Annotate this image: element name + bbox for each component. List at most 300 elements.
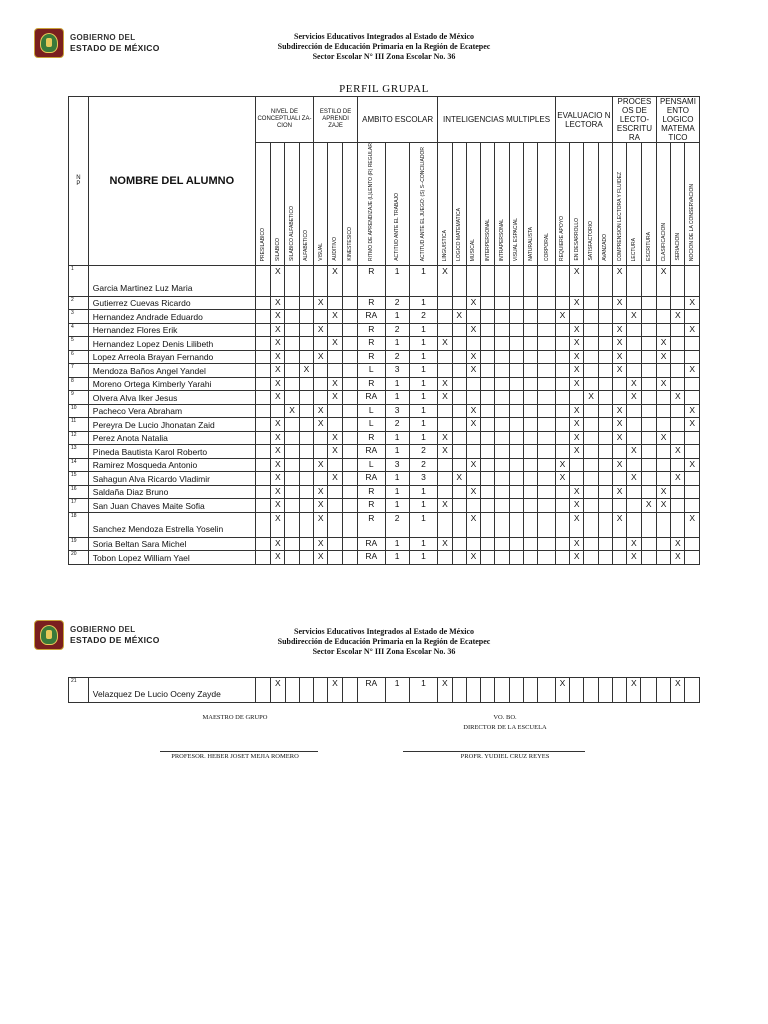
table-row: [69, 364, 700, 378]
profile-cell: [328, 364, 342, 378]
profile-cell: [598, 485, 612, 499]
header-subcolumn-label: NOCION DE LA CONSERVACION: [689, 183, 696, 261]
profile-cell: [509, 431, 523, 445]
profile-cell: [342, 458, 357, 472]
row-number: 19: [69, 537, 89, 551]
profile-cell: X: [627, 551, 641, 565]
profile-cell: [523, 323, 537, 337]
profile-cell: [255, 391, 270, 405]
profile-cell: [555, 323, 569, 337]
profile-cell: 3: [385, 458, 409, 472]
profile-cell: [285, 537, 299, 551]
profile-cell: [509, 296, 523, 310]
profile-cell: [538, 391, 556, 405]
student-name: San Juan Chaves Maite Sofia: [88, 499, 255, 513]
profile-cell: [523, 377, 537, 391]
table-row: [69, 404, 700, 418]
profile-cell: X: [685, 458, 700, 472]
profile-cell: X: [438, 537, 452, 551]
profile-cell: 3: [385, 404, 409, 418]
profile-cell: X: [671, 445, 685, 459]
profile-cell: [509, 350, 523, 364]
profile-cell: [584, 377, 598, 391]
profile-cell: [570, 310, 584, 324]
profile-cell: 2: [385, 350, 409, 364]
profile-cell: [538, 472, 556, 486]
profile-cell: [285, 499, 299, 513]
profile-cell: [641, 537, 656, 551]
profile-cell: [627, 323, 641, 337]
profile-cell: [538, 485, 556, 499]
profile-cell: [584, 265, 598, 296]
profile-cell: [598, 265, 612, 296]
header-subcolumn-label: LINGUISTICA: [441, 229, 448, 261]
profile-cell: X: [627, 310, 641, 324]
profile-cell: [314, 431, 328, 445]
student-name: Gutierrez Cuevas Ricardo: [88, 296, 255, 310]
profile-cell: X: [685, 404, 700, 418]
profile-cell: [685, 350, 700, 364]
profile-cell: [255, 445, 270, 459]
profile-cell: R: [358, 350, 385, 364]
profile-cell: [255, 551, 270, 565]
profile-cell: [523, 537, 537, 551]
profile-cell: [481, 512, 495, 537]
profile-cell: [627, 337, 641, 351]
profile-cell: 1: [409, 499, 438, 513]
profile-cell: X: [314, 458, 328, 472]
profile-cell: [466, 499, 480, 513]
profile-cell: [495, 265, 509, 296]
profile-cell: [285, 337, 299, 351]
logo-line1: GOBIERNO DEL: [70, 625, 136, 634]
profile-cell: [523, 512, 537, 537]
profile-cell: X: [627, 678, 641, 703]
table-row: [69, 265, 700, 296]
profile-cell: [612, 310, 626, 324]
profile-cell: X: [466, 364, 480, 378]
profile-cell: [481, 458, 495, 472]
table-row: [69, 537, 700, 551]
profile-cell: [299, 472, 313, 486]
profile-cell: [342, 431, 357, 445]
student-name: Sahagun Alva Ricardo Vladimir: [88, 472, 255, 486]
profile-cell: X: [328, 431, 342, 445]
profile-cell: [285, 551, 299, 565]
profile-cell: [328, 350, 342, 364]
profile-cell: [495, 431, 509, 445]
profile-cell: [466, 537, 480, 551]
profile-cell: [299, 350, 313, 364]
profile-cell: [627, 364, 641, 378]
profile-cell: [481, 404, 495, 418]
profile-cell: X: [466, 296, 480, 310]
profile-cell: [641, 310, 656, 324]
profile-cell: [299, 310, 313, 324]
profile-cell: [523, 431, 537, 445]
student-name: Perez Anota Natalia: [88, 431, 255, 445]
profile-cell: [538, 310, 556, 324]
profile-cell: [641, 458, 656, 472]
profile-cell: X: [570, 323, 584, 337]
profile-cell: X: [671, 391, 685, 405]
profile-cell: [452, 431, 466, 445]
profile-cell: [641, 296, 656, 310]
profile-cell: X: [570, 445, 584, 459]
profile-cell: [452, 377, 466, 391]
profile-cell: [671, 377, 685, 391]
profile-cell: [342, 551, 357, 565]
profile-cell: [481, 323, 495, 337]
profile-cell: X: [271, 458, 285, 472]
header-group: AMBITO ESCOLAR: [358, 97, 438, 143]
profile-cell: [598, 431, 612, 445]
profile-cell: 1: [409, 404, 438, 418]
profile-cell: [627, 265, 641, 296]
profile-cell: [285, 310, 299, 324]
profile-cell: [255, 431, 270, 445]
profile-cell: X: [314, 512, 328, 537]
profile-cell: 1: [385, 431, 409, 445]
profile-cell: 1: [409, 678, 438, 703]
profile-cell: X: [314, 485, 328, 499]
profile-cell: 1: [409, 296, 438, 310]
profile-cell: [685, 537, 700, 551]
header-subcolumn: [570, 143, 584, 266]
profile-cell: [255, 418, 270, 432]
profile-cell: X: [438, 391, 452, 405]
profile-cell: X: [328, 391, 342, 405]
profile-cell: X: [271, 678, 285, 703]
profile-cell: [671, 350, 685, 364]
profile-cell: X: [314, 350, 328, 364]
profile-cell: [466, 310, 480, 324]
profile-cell: [584, 537, 598, 551]
profile-cell: X: [466, 323, 480, 337]
profile-cell: [438, 472, 452, 486]
profile-cell: 1: [385, 337, 409, 351]
profile-cell: [438, 323, 452, 337]
profile-cell: [612, 445, 626, 459]
profile-cell: X: [555, 458, 569, 472]
row-number: 21: [69, 678, 89, 703]
profile-cell: [481, 364, 495, 378]
profile-cell: [523, 678, 537, 703]
profile-cell: X: [627, 472, 641, 486]
profile-cell: [641, 551, 656, 565]
header-subcolumn-label: ACTITUD ANTE EL JUEGO: (S) S--CONCILIADOR: [420, 146, 427, 261]
profile-cell: [255, 377, 270, 391]
profile-cell: 1: [409, 364, 438, 378]
profile-cell: [438, 404, 452, 418]
profile-cell: [538, 431, 556, 445]
profile-cell: [481, 350, 495, 364]
profile-cell: [555, 364, 569, 378]
logo-line2: ESTADO DE MÉXICO: [70, 43, 160, 53]
profile-cell: 1: [409, 512, 438, 537]
profile-cell: [342, 418, 357, 432]
header-nombre: NOMBRE DEL ALUMNO: [88, 97, 255, 266]
profile-cell: [328, 404, 342, 418]
profile-cell: [438, 418, 452, 432]
header-subcolumn-label: RITMO DE APRENDIZAJE (L)LENTO (R) REGULAR: [368, 143, 375, 261]
profile-cell: [299, 512, 313, 537]
profile-cell: [285, 445, 299, 459]
profile-cell: [656, 418, 670, 432]
profile-cell: [627, 350, 641, 364]
profile-cell: [555, 337, 569, 351]
profile-cell: [342, 445, 357, 459]
student-name: Garcia Martinez Luz Maria: [88, 265, 255, 296]
header-subcolumn: [358, 143, 385, 266]
profile-cell: [598, 364, 612, 378]
profile-cell: [612, 377, 626, 391]
profile-cell: X: [570, 431, 584, 445]
profile-cell: [342, 404, 357, 418]
profile-cell: X: [612, 431, 626, 445]
profile-cell: [299, 537, 313, 551]
header-group: PENSAMI ENTO LOGICO MATEMA TICO: [656, 97, 699, 143]
profile-cell: [509, 551, 523, 565]
profile-cell: [555, 512, 569, 537]
profile-cell: 1: [409, 537, 438, 551]
profile-cell: [342, 323, 357, 337]
profile-cell: [509, 472, 523, 486]
profile-cell: [612, 537, 626, 551]
profile-cell: 1: [385, 485, 409, 499]
profile-cell: X: [438, 337, 452, 351]
profile-cell: [671, 296, 685, 310]
profile-cell: [671, 512, 685, 537]
row-number: 15: [69, 472, 89, 486]
header-subcolumn: [255, 143, 270, 266]
profile-cell: [671, 337, 685, 351]
profile-cell: [538, 265, 556, 296]
profile-cell: X: [328, 472, 342, 486]
profile-cell: [685, 337, 700, 351]
header-subcolumn-label: ALFABETICO: [303, 230, 310, 261]
profile-cell: [523, 404, 537, 418]
header-subcolumn: [342, 143, 357, 266]
profile-cell: [255, 337, 270, 351]
profile-cell: [523, 485, 537, 499]
profile-cell: X: [570, 377, 584, 391]
header-subcolumn-label: CORPORAL: [543, 232, 550, 261]
profile-cell: X: [685, 323, 700, 337]
profile-cell: X: [612, 364, 626, 378]
profile-cell: [452, 512, 466, 537]
profile-cell: X: [671, 310, 685, 324]
profile-cell: [495, 337, 509, 351]
profile-cell: [656, 296, 670, 310]
page-2: [0, 610, 768, 810]
profile-cell: X: [271, 310, 285, 324]
profile-cell: L: [358, 458, 385, 472]
profile-cell: X: [612, 323, 626, 337]
profile-cell: X: [452, 472, 466, 486]
profile-cell: [598, 377, 612, 391]
row-number: 6: [69, 350, 89, 364]
logo-line1: GOBIERNO DEL: [70, 33, 136, 42]
profile-cell: [438, 458, 452, 472]
row-number: 1: [69, 265, 89, 296]
profile-cell: X: [641, 499, 656, 513]
profile-cell: [255, 512, 270, 537]
profile-cell: [523, 296, 537, 310]
profile-cell: [523, 472, 537, 486]
profile-cell: [314, 391, 328, 405]
profile-cell: [299, 323, 313, 337]
profile-cell: [538, 323, 556, 337]
profile-cell: [538, 537, 556, 551]
profile-cell: [584, 431, 598, 445]
header-subcolumn: [538, 143, 556, 266]
profile-cell: [671, 418, 685, 432]
profile-cell: [481, 472, 495, 486]
header-line1: Servicios Educativos Integrados al Estado de México: [294, 627, 474, 636]
profile-cell: [656, 472, 670, 486]
profile-cell: [495, 537, 509, 551]
header-subcolumn: [285, 143, 299, 266]
profile-cell: [584, 350, 598, 364]
profile-cell: X: [271, 431, 285, 445]
profile-cell: [538, 418, 556, 432]
profile-cell: [255, 323, 270, 337]
profile-cell: [612, 472, 626, 486]
profile-cell: [452, 364, 466, 378]
profile-cell: [452, 404, 466, 418]
header-subcolumn: [612, 143, 626, 266]
profile-cell: [598, 445, 612, 459]
profile-cell: X: [271, 337, 285, 351]
row-number: 9: [69, 391, 89, 405]
profile-cell: [299, 485, 313, 499]
profile-cell: [584, 499, 598, 513]
table-row: [69, 323, 700, 337]
profile-cell: X: [285, 404, 299, 418]
profile-cell: [299, 445, 313, 459]
header-subcolumn: [409, 143, 438, 266]
profile-cell: [538, 364, 556, 378]
profile-cell: [570, 678, 584, 703]
table-row: [69, 310, 700, 324]
profile-cell: [627, 458, 641, 472]
profile-cell: X: [612, 458, 626, 472]
header-group: ESTILO DE APRENDI ZAJE: [314, 97, 358, 143]
profile-cell: [481, 377, 495, 391]
profile-cell: [641, 678, 656, 703]
profile-cell: X: [570, 404, 584, 418]
profile-cell: [509, 512, 523, 537]
profile-cell: [495, 377, 509, 391]
profile-cell: X: [466, 485, 480, 499]
header-line3: Sector Escolar N° III Zona Escolar No. 36: [312, 52, 456, 61]
profile-cell: [538, 445, 556, 459]
profile-cell: [299, 404, 313, 418]
profile-cell: X: [438, 678, 452, 703]
profile-cell: X: [570, 551, 584, 565]
student-name: Pacheco Vera Abraham: [88, 404, 255, 418]
profile-cell: [285, 512, 299, 537]
profile-cell: [584, 678, 598, 703]
table-row: [69, 445, 700, 459]
header-subcolumn: [656, 143, 670, 266]
profile-cell: R: [358, 512, 385, 537]
table-row: [69, 418, 700, 432]
profile-cell: [509, 364, 523, 378]
profile-cell: X: [555, 310, 569, 324]
student-name: Mendoza Baños Angel Yandel: [88, 364, 255, 378]
profile-cell: [285, 350, 299, 364]
profile-cell: [523, 265, 537, 296]
profile-cell: X: [438, 265, 452, 296]
profile-cell: [509, 323, 523, 337]
profile-cell: [342, 537, 357, 551]
profile-cell: X: [466, 350, 480, 364]
profile-cell: [598, 404, 612, 418]
profile-cell: [612, 551, 626, 565]
header-subcolumn: [314, 143, 328, 266]
table-row: [69, 458, 700, 472]
profile-cell: [612, 678, 626, 703]
profile-cell: [555, 377, 569, 391]
profile-cell: [342, 499, 357, 513]
header-subcolumn-label: LOGICO MATEMATICA: [456, 208, 463, 261]
profile-cell: X: [466, 512, 480, 537]
profile-cell: RA: [358, 391, 385, 405]
row-number: 13: [69, 445, 89, 459]
profile-cell: 1: [385, 551, 409, 565]
profile-cell: R: [358, 431, 385, 445]
profile-cell: X: [555, 678, 569, 703]
profile-cell: [598, 499, 612, 513]
profile-cell: [509, 391, 523, 405]
profile-cell: [555, 296, 569, 310]
profile-cell: [598, 323, 612, 337]
header-subcolumn: [555, 143, 569, 266]
profile-cell: [584, 323, 598, 337]
header-subcolumn-label: NATURALISTA: [527, 227, 534, 261]
profile-cell: X: [271, 265, 285, 296]
header-subcolumn: [452, 143, 466, 266]
profile-cell: [481, 551, 495, 565]
profile-cell: [299, 551, 313, 565]
table-row: [69, 296, 700, 310]
profile-cell: [452, 485, 466, 499]
profile-cell: X: [627, 391, 641, 405]
header-subcolumn-label: INTRAPERSONAL: [499, 218, 506, 261]
profile-cell: [452, 537, 466, 551]
profile-cell: [495, 499, 509, 513]
profile-cell: [495, 678, 509, 703]
profile-cell: [509, 377, 523, 391]
profile-cell: [523, 350, 537, 364]
profile-cell: [452, 296, 466, 310]
profile-cell: [671, 265, 685, 296]
profile-cell: [466, 472, 480, 486]
profile-cell: [641, 431, 656, 445]
profile-cell: [285, 323, 299, 337]
profile-cell: R: [358, 323, 385, 337]
profile-cell: X: [271, 377, 285, 391]
profile-cell: 1: [385, 265, 409, 296]
profile-cell: [656, 445, 670, 459]
profile-cell: [328, 485, 342, 499]
profile-cell: [342, 472, 357, 486]
profile-cell: X: [271, 418, 285, 432]
profile-cell: [685, 485, 700, 499]
profile-cell: [481, 678, 495, 703]
